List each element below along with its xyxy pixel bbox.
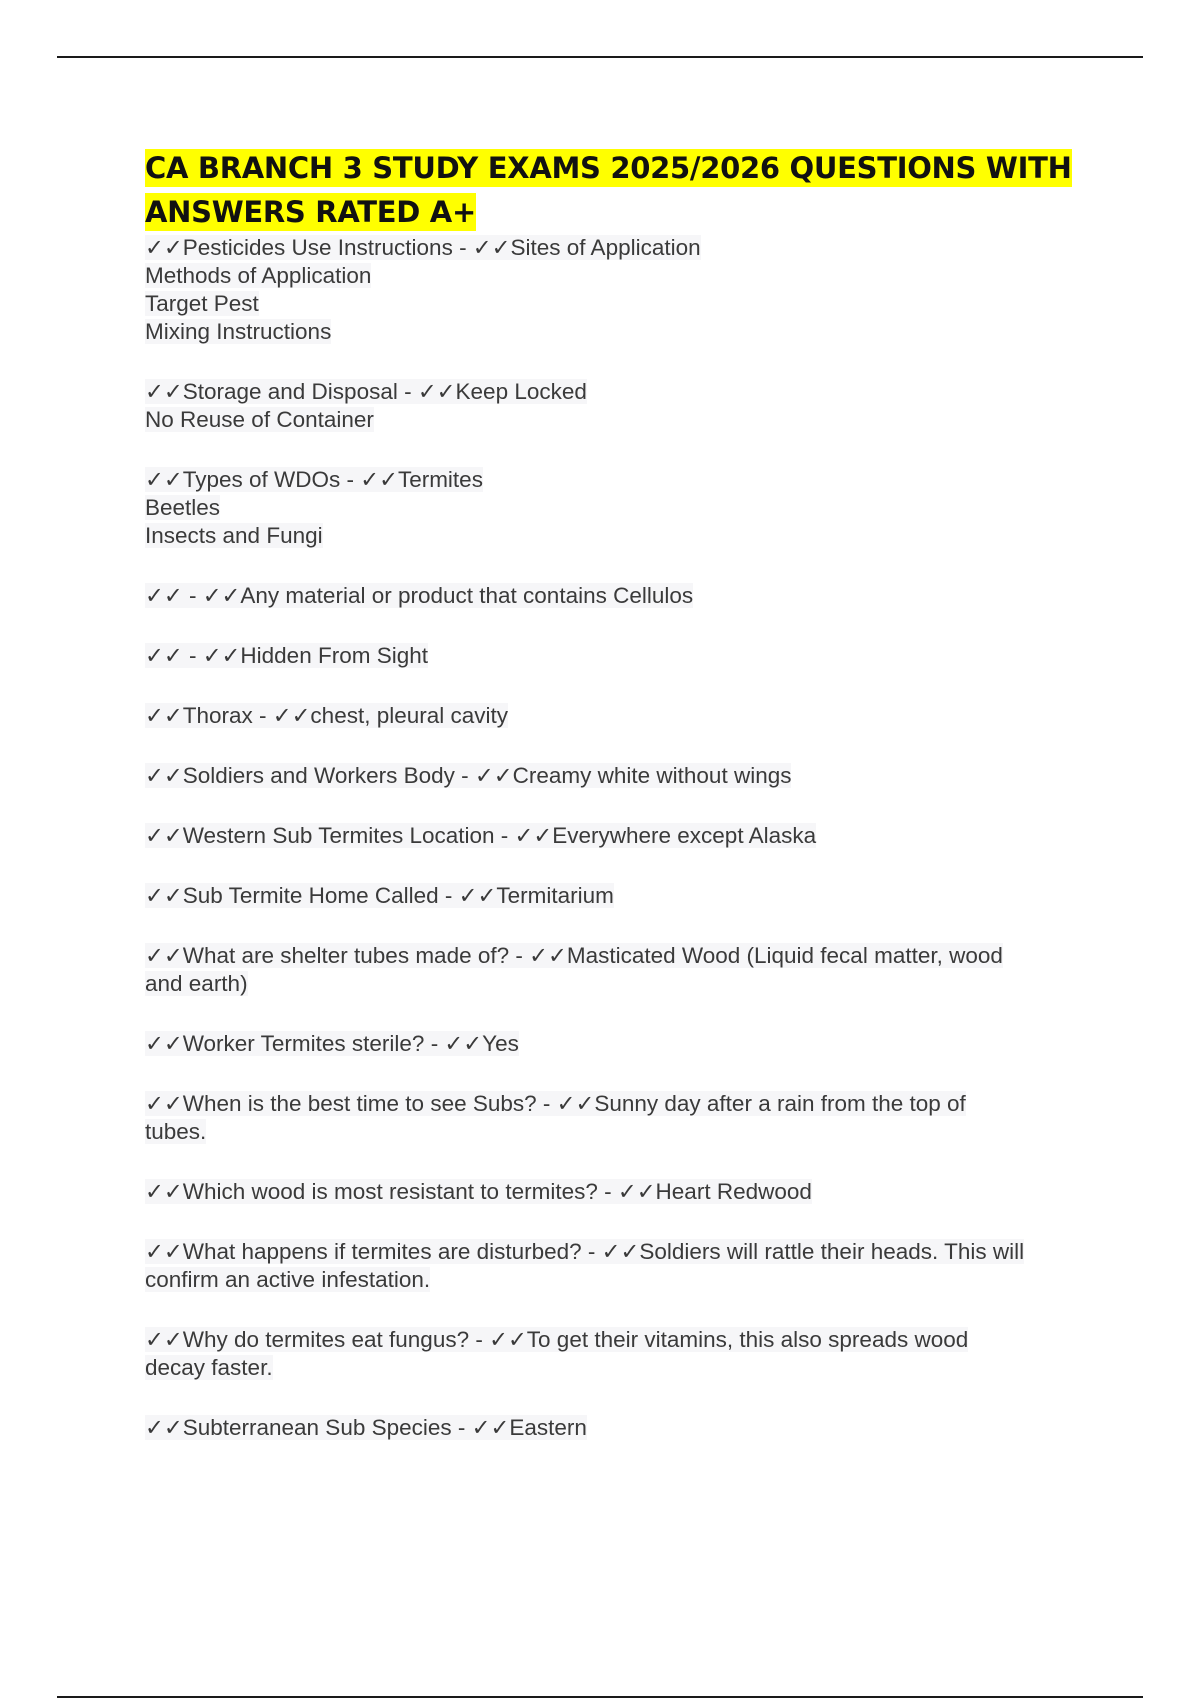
title-line-1: CA BRANCH 3 STUDY EXAMS 2025/2026 QUESTIONS WITH	[145, 151, 1072, 185]
qa-text: ✓✓ - ✓✓Hidden From Sight	[145, 643, 428, 668]
qa-item	[145, 1178, 1095, 1206]
qa-text: ✓✓What are shelter tubes made of? - ✓✓Masticated Wood (Liquid fecal matter, wood and earth)	[145, 943, 1003, 996]
qa-text: ✓✓ - ✓✓Any material or product that contains Cellulos	[145, 583, 694, 608]
qa-item	[145, 882, 1095, 910]
qa-text: ✓✓Subterranean Sub Species - ✓✓Eastern	[145, 1415, 587, 1440]
bottom-rule	[57, 1696, 1143, 1698]
qa-item	[145, 642, 1095, 670]
qa-item	[145, 234, 1095, 346]
qa-text: ✓✓Sub Termite Home Called - ✓✓Termitarium	[145, 883, 614, 908]
qa-list	[145, 234, 1095, 1442]
title-line-2: ANSWERS RATED A+	[145, 195, 476, 229]
qa-text: ✓✓What happens if termites are disturbed? - ✓✓Soldiers will rattle their heads. This will confirm an active infestation.	[145, 1239, 1025, 1292]
qa-text: ✓✓Western Sub Termites Location - ✓✓Everywhere except Alaska	[145, 823, 817, 848]
qa-text: ✓✓Soldiers and Workers Body - ✓✓Creamy white without wings	[145, 763, 792, 788]
document-title	[145, 146, 1095, 234]
qa-item	[145, 702, 1095, 730]
qa-item	[145, 822, 1095, 850]
qa-item	[145, 1238, 1095, 1294]
qa-item	[145, 942, 1095, 998]
qa-text: ✓✓When is the best time to see Subs? - ✓✓Sunny day after a rain from the top of tubes.	[145, 1091, 966, 1144]
qa-item	[145, 1414, 1095, 1442]
qa-text: ✓✓Why do termites eat fungus? - ✓✓To get their vitamins, this also spreads wood decay faster.	[145, 1327, 969, 1380]
top-rule	[57, 56, 1143, 58]
qa-text: ✓✓Worker Termites sterile? - ✓✓Yes	[145, 1031, 519, 1056]
qa-item	[145, 1326, 1095, 1382]
qa-text: ✓✓Thorax - ✓✓chest, pleural cavity	[145, 703, 509, 728]
qa-text: ✓✓Types of WDOs - ✓✓Termites Beetles Insects and Fungi	[145, 467, 483, 548]
qa-text: ✓✓Pesticides Use Instructions - ✓✓Sites of Application Methods of Application Target Pest Mixing Instructions	[145, 235, 701, 344]
qa-text: ✓✓Which wood is most resistant to termites? - ✓✓Heart Redwood	[145, 1179, 812, 1204]
qa-item	[145, 378, 1095, 434]
qa-item	[145, 466, 1095, 550]
qa-item	[145, 582, 1095, 610]
qa-item	[145, 1030, 1095, 1058]
document-body	[145, 146, 1095, 1474]
qa-text: ✓✓Storage and Disposal - ✓✓Keep Locked No Reuse of Container	[145, 379, 587, 432]
qa-item	[145, 762, 1095, 790]
qa-item	[145, 1090, 1095, 1146]
